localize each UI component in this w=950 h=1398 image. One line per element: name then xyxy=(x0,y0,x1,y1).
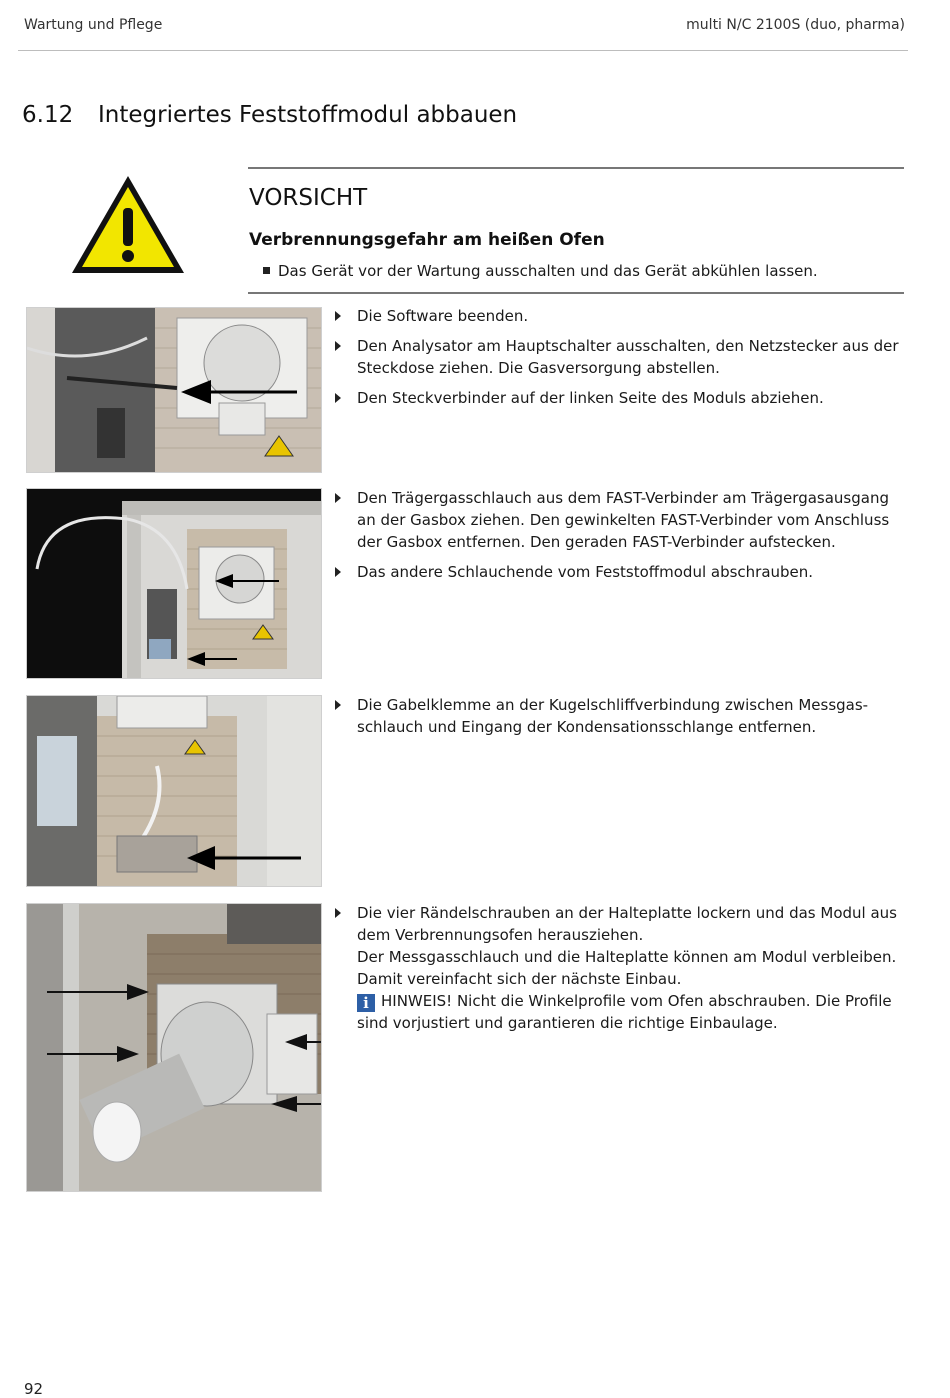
arrow-bullet-icon xyxy=(335,493,341,503)
warning-heading: VORSICHT xyxy=(249,185,368,211)
warning-subtitle: Verbrennungsgefahr am heißen Ofen xyxy=(249,230,605,250)
step-item xyxy=(333,694,905,738)
warning-bottom-rule xyxy=(248,292,904,294)
step-text: Die vier Rändelschrauben an der Halteplatte lockern und das Modul aus dem Verbrennungsofen herausziehen. xyxy=(357,904,897,944)
photo-gas-hose xyxy=(26,488,322,679)
step-list-2 xyxy=(333,487,905,591)
step-item xyxy=(333,387,905,409)
step-list-3 xyxy=(333,694,905,746)
section-title xyxy=(22,102,517,128)
step-text: Den Trägergasschlauch aus dem FAST-Verbinder am Trägergasausgang an der Gasbox ziehen. Den gewinkelten FAST-Verbinder vom Anschluss der Gasbox entfernen. Den geraden FAST-Verbinder aufstecken. xyxy=(357,489,890,551)
warning-item xyxy=(263,262,818,280)
header-chapter: Wartung und Pflege xyxy=(24,17,163,33)
step-list-4 xyxy=(333,902,905,1042)
header-divider xyxy=(18,50,908,51)
step-text: Die Software beenden. xyxy=(357,307,529,325)
warning-top-rule xyxy=(248,167,904,169)
step-note xyxy=(357,990,905,1034)
arrow-bullet-icon xyxy=(335,567,341,577)
section-number: 6.12 xyxy=(22,102,74,128)
header-product: multi N/C 2100S (duo, pharma) xyxy=(686,17,905,33)
section-title-text: Integriertes Feststoffmodul abbauen xyxy=(98,102,518,128)
step-item xyxy=(333,335,905,379)
arrow-bullet-icon xyxy=(335,393,341,403)
arrow-bullet-icon xyxy=(335,311,341,321)
photo-connector xyxy=(26,307,322,473)
photo-module-removal xyxy=(26,903,322,1192)
step-list-1 xyxy=(333,305,905,417)
step-item xyxy=(333,487,905,553)
arrow-bullet-icon xyxy=(335,700,341,710)
note-text: HINWEIS! Nicht die Winkelprofile vom Ofen abschrauben. Die Profile sind vorjustiert und garantieren die richtige Einbaulage. xyxy=(357,992,892,1032)
warning-item-text: Das Gerät vor der Wartung ausschalten und das Gerät abkühlen lassen. xyxy=(278,262,818,280)
step-followup: Der Messgasschlauch und die Halteplatte können am Modul verbleiben. Damit vereinfacht sich der nächste Einbau. xyxy=(357,948,897,988)
info-icon: i xyxy=(357,994,375,1012)
square-bullet-icon xyxy=(263,267,270,274)
step-text: Den Steckverbinder auf der linken Seite des Moduls abziehen. xyxy=(357,389,824,407)
step-text: Die Gabelklemme an der Kugelschliffverbindung zwischen Messgas- schlauch und Eingang der Kondensationsschlange entfernen. xyxy=(357,696,869,736)
step-item xyxy=(333,902,905,1034)
step-item xyxy=(333,305,905,327)
page-number: 92 xyxy=(24,1380,44,1398)
warning-triangle-icon xyxy=(68,172,188,278)
step-item xyxy=(333,561,905,583)
arrow-bullet-icon xyxy=(335,908,341,918)
step-text: Das andere Schlauchende vom Feststoffmodul abschrauben. xyxy=(357,563,814,581)
step-text: Den Analysator am Hauptschalter ausschalten, den Netzstecker aus der Steckdose ziehen. Die Gasversorgung abstellen. xyxy=(357,337,899,377)
photo-fork-clamp xyxy=(26,695,322,887)
arrow-bullet-icon xyxy=(335,341,341,351)
